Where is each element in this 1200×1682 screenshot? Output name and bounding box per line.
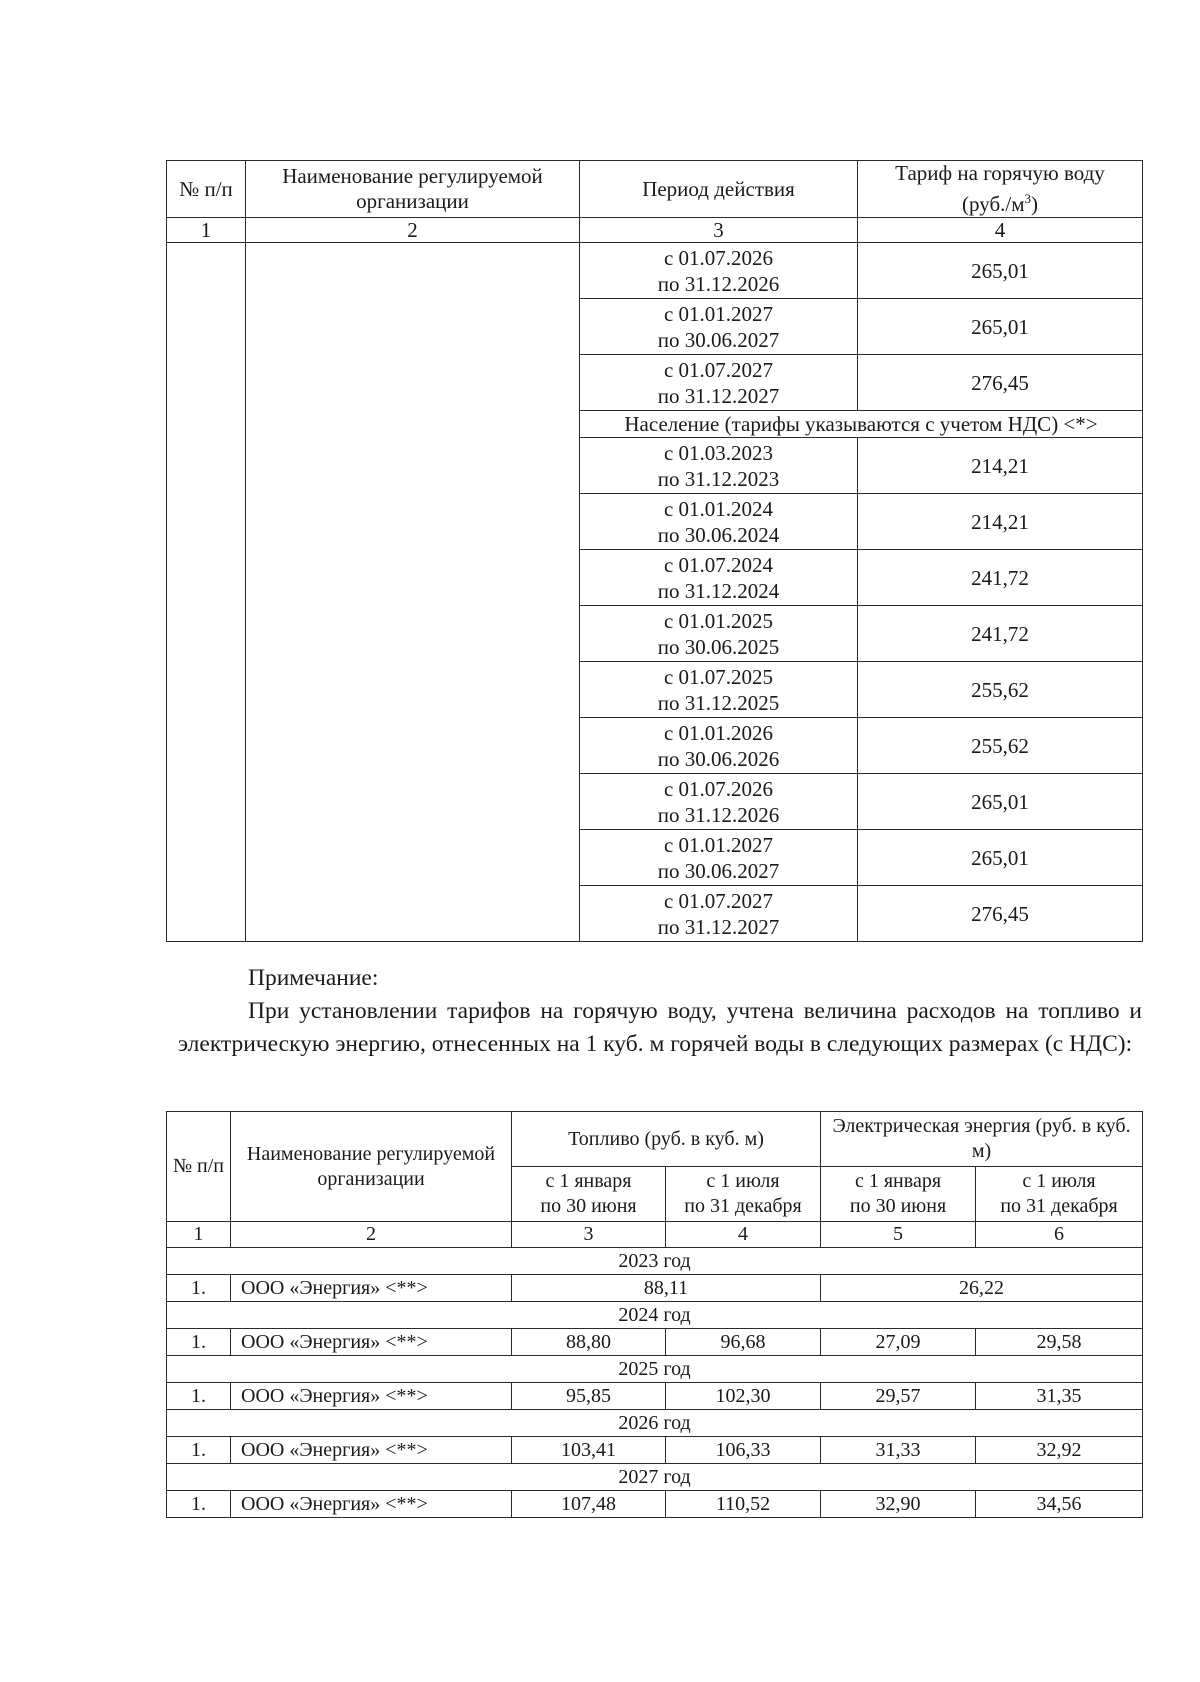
period-from: с 01.07.2026 (663, 776, 774, 801)
period-to: по 30.06.2027 (657, 327, 780, 352)
period-cell (580, 243, 858, 299)
period-to: по 30.06.2027 (657, 858, 780, 883)
table2-subheader-fuel-h1: с 1 января по 30 июня (512, 1167, 666, 1222)
period-from: с 01.01.2026 (663, 720, 774, 745)
tariff-value: 265,01 (858, 774, 1143, 830)
period-to: по 31.12.2024 (657, 578, 780, 603)
row-index: 1. (167, 1383, 231, 1410)
period-cell (580, 299, 858, 355)
notes-title: Примечание: (248, 965, 379, 991)
period-cell (580, 830, 858, 886)
table1-header-row (167, 161, 1143, 218)
table1-header-org: Наименование регулируемой организации (246, 161, 580, 218)
period-cell (580, 718, 858, 774)
year-row (167, 1356, 1143, 1383)
period-from: с 01.01.2025 (663, 608, 774, 633)
period-to: по 31.12.2025 (657, 690, 780, 715)
period-to: по 31.12.2026 (657, 802, 780, 827)
period-cell (580, 550, 858, 606)
organization-name: ООО «Энергия» <**> (231, 1275, 512, 1302)
table2-header-org: Наименование регулируемой организации (231, 1112, 512, 1222)
period-from: с 01.07.2025 (663, 664, 774, 689)
table2-column-numbers (167, 1222, 1143, 1248)
period-to: по 31.12.2027 (657, 914, 780, 939)
tariff-value: 265,01 (858, 299, 1143, 355)
period-to: по 30.06.2026 (657, 746, 780, 771)
data-row (167, 1383, 1143, 1410)
period-from: с 01.07.2024 (663, 552, 774, 577)
row-index: 1. (167, 1437, 231, 1464)
table2-subheader-elec-h2: с 1 июля по 31 декабря (976, 1167, 1143, 1222)
row-number-cell (167, 243, 246, 942)
period-cell (580, 774, 858, 830)
data-row (167, 1437, 1143, 1464)
table2-header-fuel: Топливо (руб. в куб. м) (512, 1112, 821, 1167)
period-to: по 31.12.2026 (657, 271, 780, 296)
year-label: 2023 год (167, 1248, 1143, 1275)
tariff-value: 241,72 (858, 606, 1143, 662)
organization-name: ООО «Энергия» <**> (231, 1437, 512, 1464)
year-label: 2025 год (167, 1356, 1143, 1383)
period-to: по 30.06.2025 (657, 634, 780, 659)
tariff-row (167, 243, 1143, 299)
electricity-h2-value: 32,92 (976, 1437, 1143, 1464)
period-cell (580, 662, 858, 718)
electricity-h2-value: 31,35 (976, 1383, 1143, 1410)
col-number: 3 (580, 218, 858, 243)
row-index: 1. (167, 1275, 231, 1302)
table1-column-numbers (167, 218, 1143, 243)
tariff-value: 241,72 (858, 550, 1143, 606)
fuel-h2-value: 102,30 (666, 1383, 821, 1410)
electricity-h1-value: 29,57 (821, 1383, 976, 1410)
col-number: 3 (512, 1222, 666, 1248)
tariff-value: 255,62 (858, 718, 1143, 774)
period-from: с 01.07.2026 (663, 245, 774, 270)
tariff-value: 265,01 (858, 830, 1143, 886)
period-cell (580, 355, 858, 411)
period-cell (580, 438, 858, 494)
organization-cell (246, 243, 580, 942)
period-from: с 01.01.2027 (663, 832, 774, 857)
fuel-h2-value: 106,33 (666, 1437, 821, 1464)
tariff-value: 214,21 (858, 438, 1143, 494)
table1-header-num: № п/п (167, 161, 246, 218)
table2-subheader-fuel-h2: с 1 июля по 31 декабря (666, 1167, 821, 1222)
period-to: по 31.12.2027 (657, 383, 780, 408)
population-label: Население (тарифы указываются с учетом НДС) <*> (580, 411, 1143, 438)
row-index: 1. (167, 1491, 231, 1518)
data-row (167, 1329, 1143, 1356)
organization-name: ООО «Энергия» <**> (231, 1329, 512, 1356)
col-number: 5 (821, 1222, 976, 1248)
col-number: 6 (976, 1222, 1143, 1248)
period-cell (580, 494, 858, 550)
row-index: 1. (167, 1329, 231, 1356)
electricity-h1-value: 27,09 (821, 1329, 976, 1356)
year-label: 2026 год (167, 1410, 1143, 1437)
year-label: 2024 год (167, 1302, 1143, 1329)
year-row (167, 1248, 1143, 1275)
table2-subheader-elec-h1: с 1 января по 30 июня (821, 1167, 976, 1222)
notes-body: При установлении тарифов на горячую воду, учтена величина расходов на топливо и электрическую энергию, отнесенных на 1 куб. м горячей воды в следующих размерах (с НДС): (178, 998, 1142, 1057)
tariff-value: 214,21 (858, 494, 1143, 550)
col-number: 2 (231, 1222, 512, 1248)
fuel-h2-value: 110,52 (666, 1491, 821, 1518)
data-row (167, 1275, 1143, 1302)
table2-header-num: № п/п (167, 1112, 231, 1222)
electricity-h2-value: 29,58 (976, 1329, 1143, 1356)
period-to: по 31.12.2023 (657, 466, 780, 491)
fuel-value: 88,11 (512, 1275, 821, 1302)
period-cell (580, 606, 858, 662)
fuel-h2-value: 96,68 (666, 1329, 821, 1356)
year-row (167, 1302, 1143, 1329)
tariff-value: 276,45 (858, 886, 1143, 942)
organization-name: ООО «Энергия» <**> (231, 1491, 512, 1518)
col-number: 1 (167, 218, 246, 243)
table2-header-electricity: Электрическая энергия (руб. в куб. м) (821, 1112, 1143, 1167)
fuel-h1-value: 103,41 (512, 1437, 666, 1464)
fuel-h1-value: 107,48 (512, 1491, 666, 1518)
fuel-h1-value: 95,85 (512, 1383, 666, 1410)
fuel-h1-value: 88,80 (512, 1329, 666, 1356)
period-cell (580, 886, 858, 942)
col-number: 4 (666, 1222, 821, 1248)
tariff-value: 255,62 (858, 662, 1143, 718)
notes-section (178, 962, 1142, 1061)
period-from: с 01.01.2027 (663, 301, 774, 326)
electricity-h1-value: 31,33 (821, 1437, 976, 1464)
table2-header-row-1 (167, 1112, 1143, 1167)
electricity-h2-value: 34,56 (976, 1491, 1143, 1518)
period-from: с 01.01.2024 (663, 496, 774, 521)
data-row (167, 1491, 1143, 1518)
tariff-value: 265,01 (858, 243, 1143, 299)
hot-water-tariff-table (166, 160, 1143, 942)
organization-name: ООО «Энергия» <**> (231, 1383, 512, 1410)
fuel-electricity-cost-table (166, 1111, 1143, 1518)
year-label: 2027 год (167, 1464, 1143, 1491)
period-to: по 30.06.2024 (657, 522, 780, 547)
table1-header-period: Период действия (580, 161, 858, 218)
electricity-h1-value: 32,90 (821, 1491, 976, 1518)
period-from: с 01.07.2027 (663, 357, 774, 382)
period-from: с 01.03.2023 (663, 440, 774, 465)
col-number: 4 (858, 218, 1143, 243)
year-row (167, 1464, 1143, 1491)
electricity-value: 26,22 (821, 1275, 1143, 1302)
period-from: с 01.07.2027 (663, 888, 774, 913)
col-number: 1 (167, 1222, 231, 1248)
table1-header-tariff: Тариф на горячую воду $(руб./м^3)$ (858, 161, 1143, 218)
tariff-value: 276,45 (858, 355, 1143, 411)
col-number: 2 (246, 218, 580, 243)
year-row (167, 1410, 1143, 1437)
